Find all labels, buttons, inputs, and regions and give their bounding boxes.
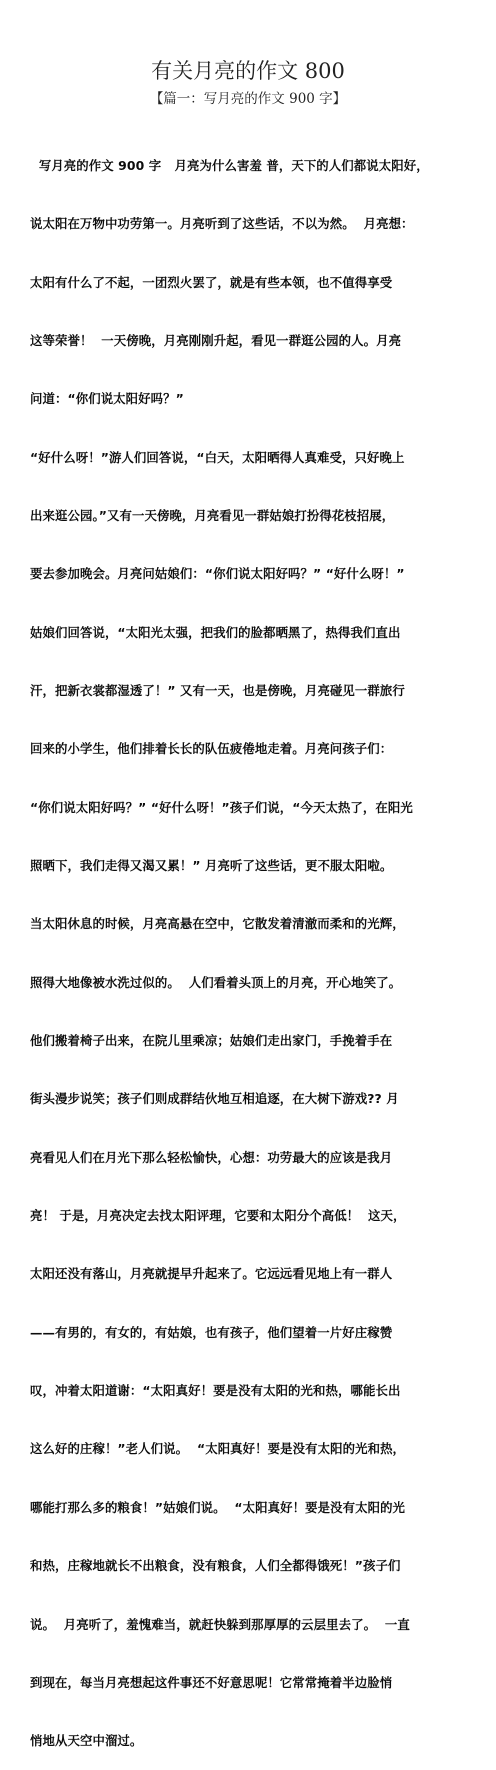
section-subtitle: 【篇一：写月亮的作文 900 字】 — [149, 91, 347, 107]
essay-line: 要去参加晚会。月亮问姑娘们：“你们说太阳好吗？” “好什么呀！” — [30, 566, 405, 582]
essay-line: 太阳有什么了不起，一团烈火罢了，就是有些本领，也不值得享受 — [30, 274, 393, 290]
essay-line: 街头漫步说笑；孩子们则成群结伙地互相追逐，在大树下游戏?? 月 — [30, 1091, 399, 1107]
essay-line: 照晒下，我们走得又渴又累！” 月亮听了这些话，更不服太阳啦。 — [30, 858, 393, 874]
essay-line: “你们说太阳好吗？” “好什么呀！”孩子们说，“今天太热了，在阳光 — [30, 799, 413, 815]
document-title: 有关月亮的作文 800 — [151, 59, 345, 83]
essay-line: 出来逛公园。”又有一天傍晚，月亮看见一群姑娘打扮得花枝招展， — [30, 507, 395, 523]
essay-line: 说太阳在万物中功劳第一。月亮听到了这些话，不以为然。 月亮想： — [30, 216, 414, 232]
essay-line: “好什么呀！”游人们回答说，“白天，太阳晒得人真难受，只好晚上 — [30, 449, 405, 465]
essay-line: 姑娘们回答说，“太阳光太强，把我们的脸都晒黑了，热得我们直出 — [30, 624, 401, 640]
essay-line: 照得大地像被水洗过似的。 人们看着头顶上的月亮，开心地笑了。 — [30, 974, 402, 990]
essay-line: 写月亮的作文 900 字 月亮为什么害羞 普，天下的人们都说太阳好， — [30, 157, 429, 173]
essay-line: 太阳还没有落山，月亮就提早升起来了。它远远看见地上有一群人 — [30, 1266, 393, 1282]
essay-line: 悄地从天空中溜过。 — [30, 1733, 143, 1749]
essay-line: 问道：“你们说太阳好吗？” — [30, 391, 184, 407]
essay-line: 和热，庄稼地就长不出粮食，没有粮食，人们全都得饿死！”孩子们 — [30, 1558, 401, 1574]
essay-line: 亮！ 于是，月亮决定去找太阳评理，它要和太阳分个高低！ 这天， — [30, 1208, 406, 1224]
essay-line: 说。 月亮听了，羞愧难当，就赶快躲到那厚厚的云层里去了。 一直 — [30, 1616, 410, 1632]
essay-line: 亮看见人们在月光下那么轻松愉快，心想：功劳最大的应该是我月 — [30, 1149, 393, 1165]
essay-line: 这等荣誉！ 一天傍晚，月亮刚刚升起，看见一群逛公园的人。月亮 — [30, 332, 402, 348]
essay-line: 哪能打那么多的粮食！”姑娘们说。 “太阳真好！要是没有太阳的光 — [30, 1499, 406, 1515]
essay-line: 叹，冲着太阳道谢：“太阳真好！要是没有太阳的光和热，哪能长出 — [30, 1383, 401, 1399]
essay-line: 到现在，每当月亮想起这件事还不好意思呢！它常常掩着半边脸悄 — [30, 1674, 393, 1690]
essay-line: 他们搬着椅子出来，在院儿里乘凉；姑娘们走出家门，手挽着手在 — [30, 1033, 393, 1049]
essay-line: 当太阳休息的时候，月亮高悬在空中，它散发着清澈而柔和的光辉， — [30, 916, 405, 932]
essay-line: ——有男的，有女的，有姑娘，也有孩子，他们望着一片好庄稼赞 — [30, 1324, 393, 1340]
essay-body — [30, 117, 429, 1770]
essay-line: 这么好的庄稼！”老人们说。 “太阳真好！要是没有太阳的光和热， — [30, 1441, 406, 1457]
essay-line: 回来的小学生，他们排着长长的队伍疲倦地走着。月亮问孩子们： — [30, 741, 393, 757]
essay-line: 汗，把新衣裳都湿透了！” 又有一天，也是傍晚，月亮碰见一群旅行 — [30, 683, 405, 698]
